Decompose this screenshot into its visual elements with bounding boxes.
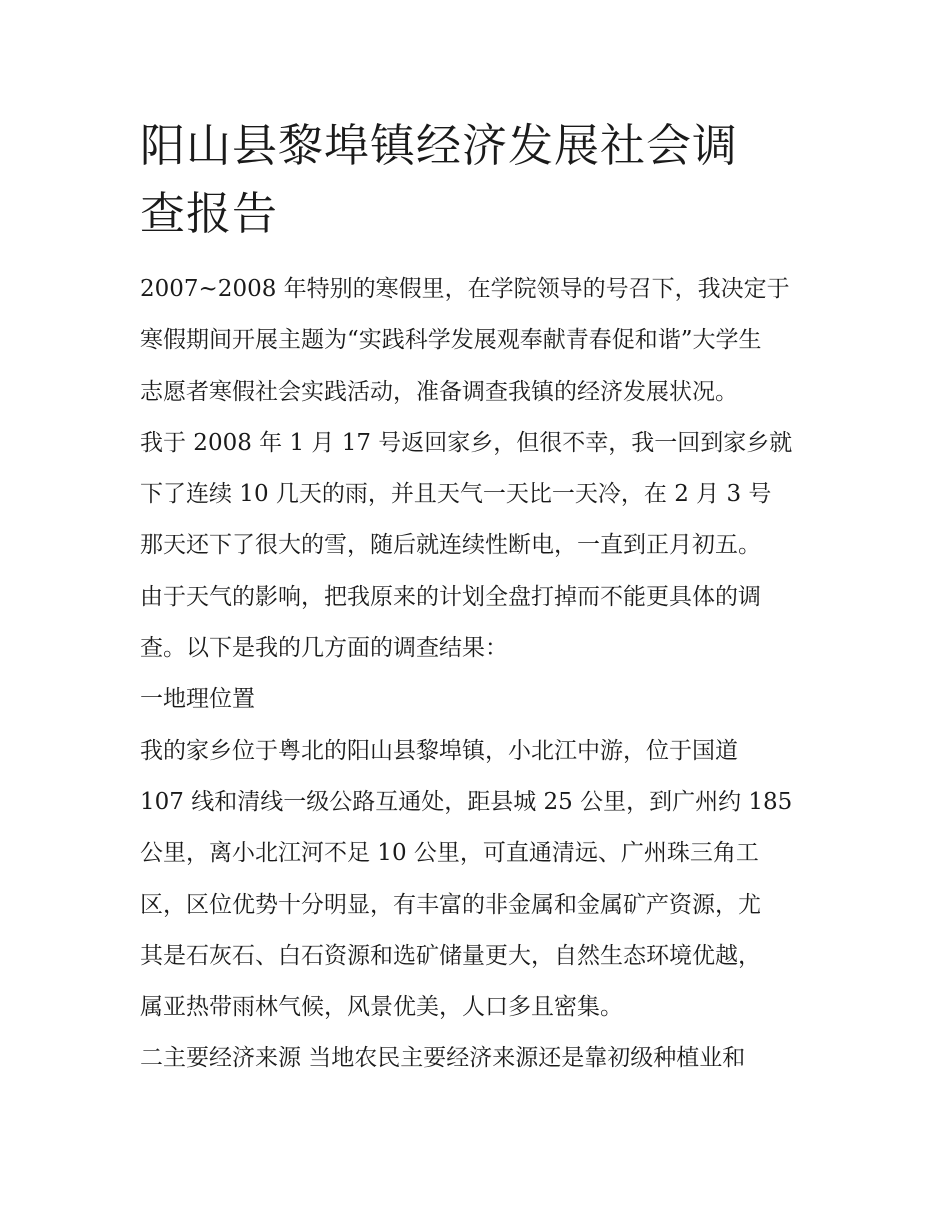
intro-line: 查。以下是我的几方面的调查结果：: [140, 635, 508, 662]
intro-line: 我于 2008 年 1 月 17 号返回家乡，但很不幸，我一回到家乡就: [140, 429, 793, 456]
geography-line: 公里，离小北江河不足 10 公里，可直通清远、广州珠三角工: [140, 840, 759, 867]
geography-line: 其是石灰石、白石资源和选矿储量更大，自然生态环境优越，: [140, 942, 761, 969]
intro-line: 2007~2008 年特别的寒假里，在学院领导的号召下，我决定于: [140, 276, 790, 302]
section-heading-geography: 一地理位置: [140, 686, 255, 713]
title-line: 查报告: [140, 187, 279, 240]
intro-line: 下了连续 10 几天的雨，并且天气一天比一天冷，在 2 月 3 号: [140, 481, 772, 508]
geography-line: 属亚热带雨林气候，风景优美，人口多且密集。: [140, 994, 623, 1021]
intro-line: 那天还下了很大的雪，随后就连续性断电，一直到正月初五。: [140, 532, 761, 559]
intro-line: 由于天气的影响，把我原来的计划全盘打掉而不能更具体的调: [140, 583, 761, 610]
geography-line: 区，区位优势十分明显，有丰富的非金属和金属矿产资源，尤: [140, 891, 761, 918]
title-line: 阳山县黎埠镇经济发展社会调: [140, 119, 739, 172]
document-body: [140, 264, 820, 1085]
intro-line: 志愿者寒假社会实践活动，准备调查我镇的经济发展状况。: [140, 378, 738, 405]
geography-line: 107 线和清线一级公路互通处，距县城 25 公里，到广州约 185: [140, 788, 793, 815]
geography-line: 我的家乡位于粤北的阳山县黎埠镇，小北江中游，位于国道: [140, 737, 738, 764]
document-page: [140, 112, 820, 1085]
section-heading-economy: 二主要经济来源 当地农民主要经济来源还是靠初级种植业和: [140, 1045, 746, 1072]
document-title: [140, 112, 820, 248]
intro-line: 寒假期间开展主题为“实践科学发展观奉献青春促和谐”大学生: [140, 327, 762, 354]
